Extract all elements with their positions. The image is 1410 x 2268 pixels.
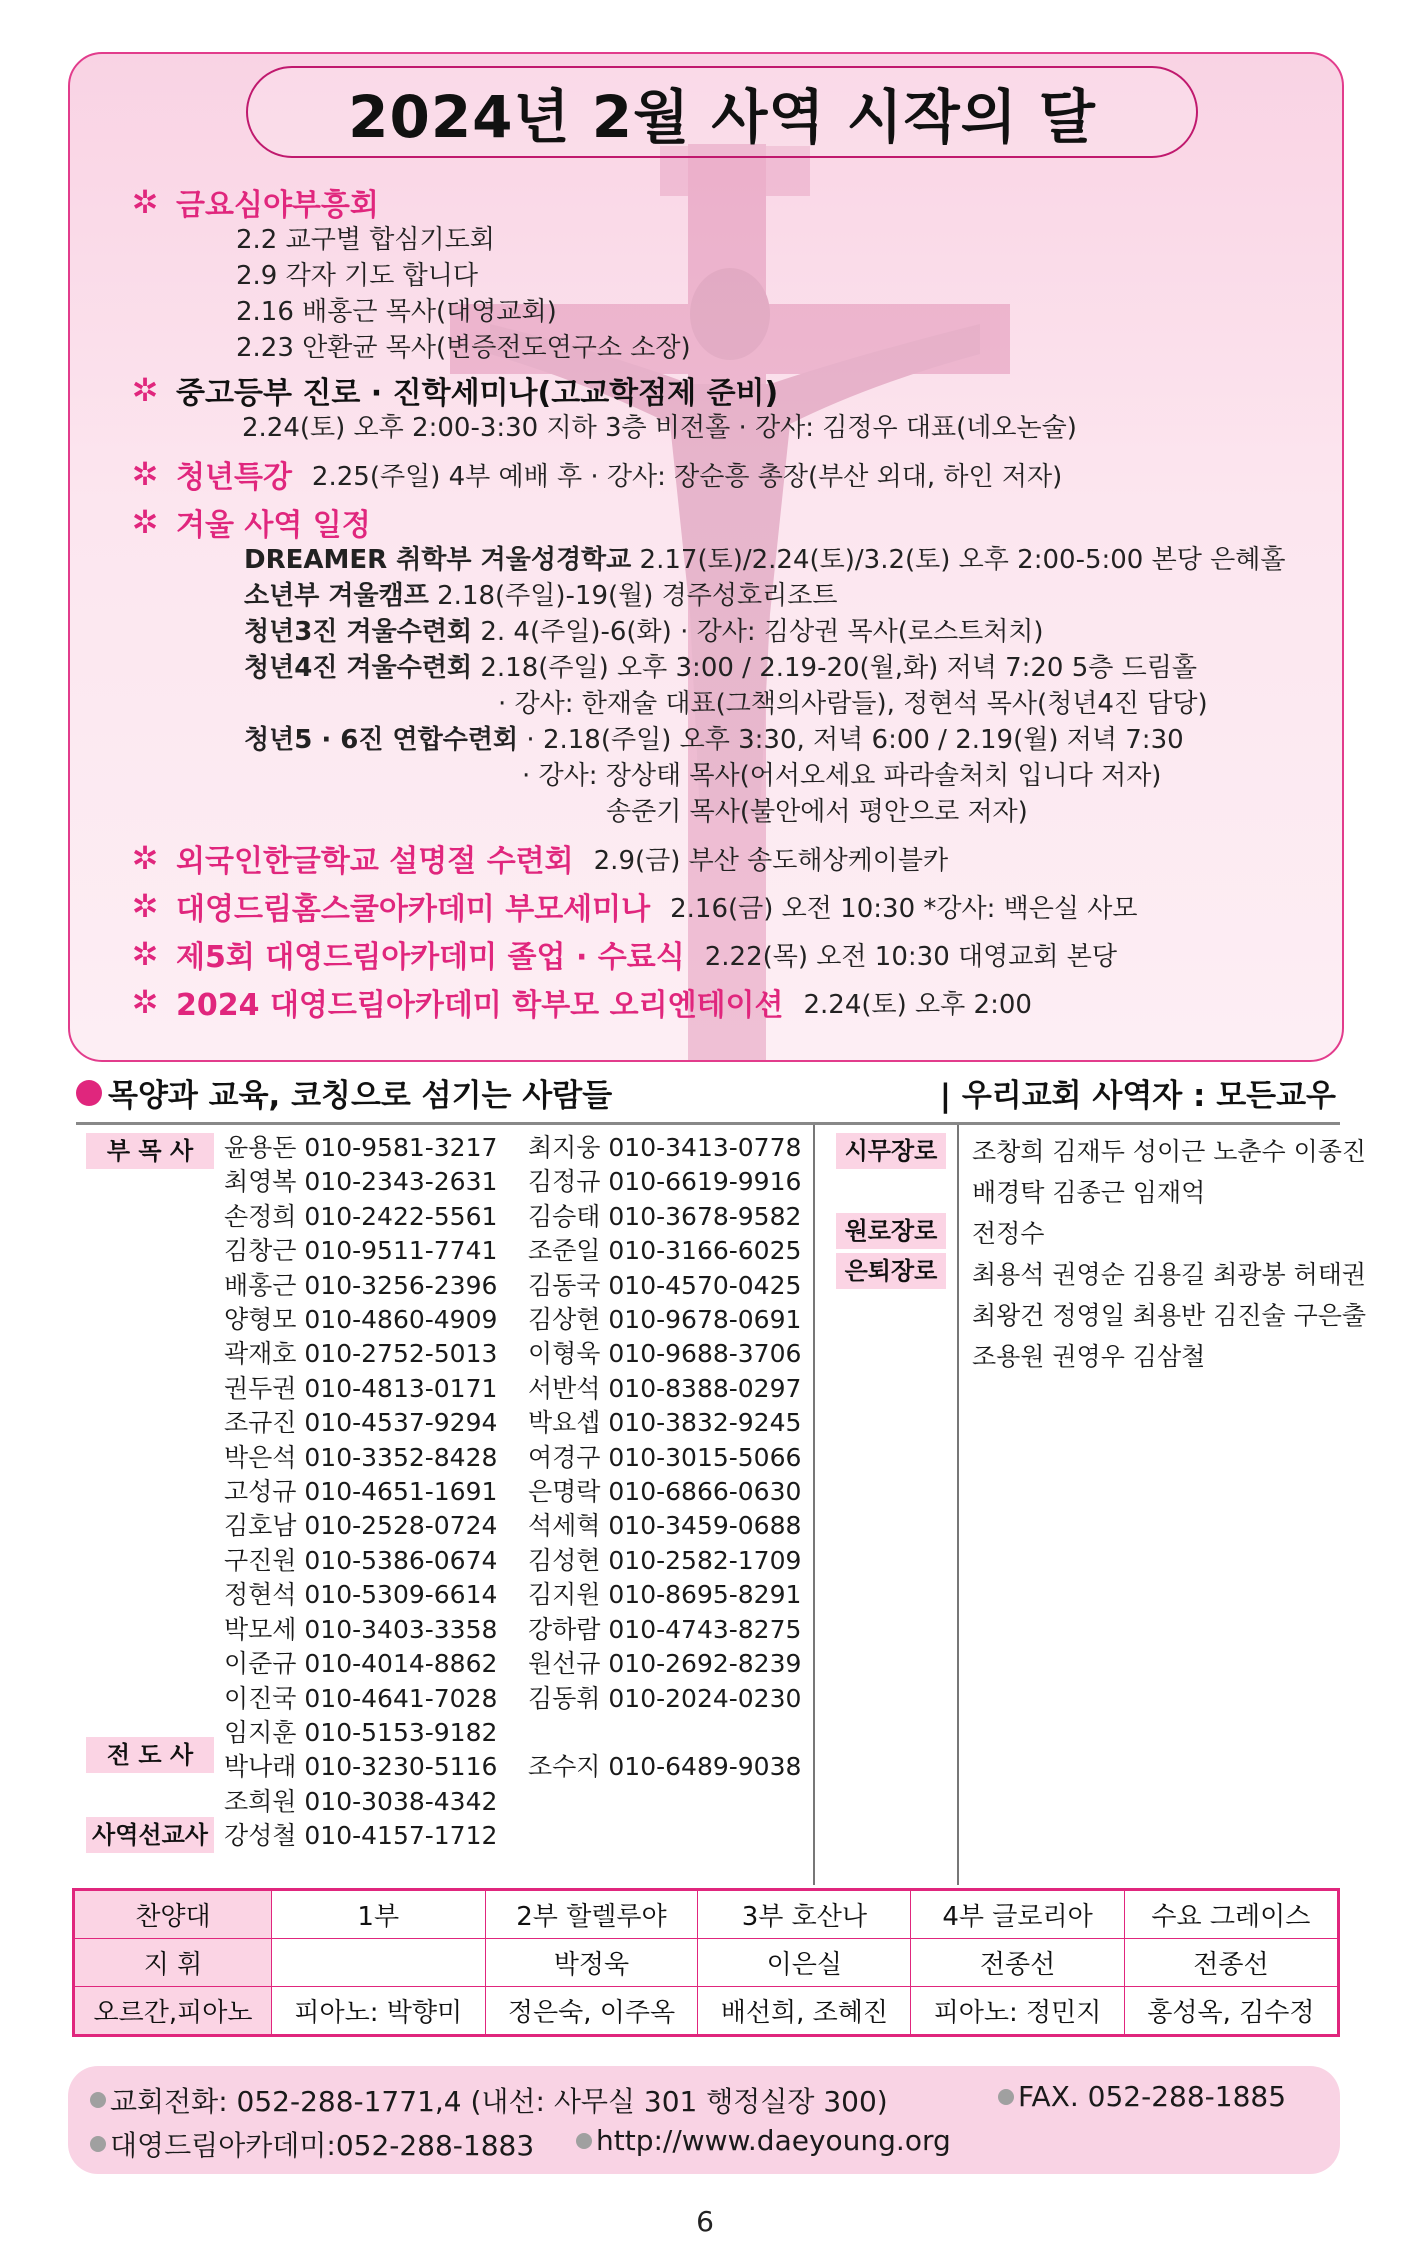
table-cell: 피아노: 정민지: [911, 1987, 1125, 2036]
schedule-row: [130, 542, 1320, 578]
table-header: 4부 글로리아: [911, 1890, 1125, 1939]
staff-entry: 박모세 010-3403-3358: [224, 1614, 498, 1644]
website-link[interactable]: http://www.daeyoung.org: [596, 2124, 951, 2157]
table-cell: 전종선: [1124, 1939, 1338, 1987]
church-phone-text: 교회전화: 052-288-1771,4 (내선: 사무실 301 행정실장 300): [110, 2085, 888, 2118]
church-phone: [90, 2080, 888, 2120]
event-heading: [130, 454, 1320, 494]
table-cell: 이은실: [698, 1939, 911, 1987]
page-number: 6: [696, 2205, 714, 2238]
staff-entry: 서반석 010-8388-0297: [528, 1373, 802, 1403]
event-heading: [130, 886, 1320, 926]
column-divider: [957, 1125, 959, 1885]
schedule-row: [130, 794, 1320, 830]
elder-line: 조용원 권영우 김삼철: [972, 1342, 1206, 1371]
elder-retired-label: 은퇴장로: [836, 1253, 946, 1289]
event-heading: [130, 502, 1320, 542]
table-row: [74, 1939, 1339, 1987]
website[interactable]: [576, 2124, 951, 2157]
staff-entry: 최지웅 010-3413-0778: [528, 1133, 802, 1162]
staff-entry: 정현석 010-5309-6614: [224, 1580, 498, 1610]
event-line: 2.9 각자 기도 합니다: [236, 261, 478, 291]
event-title: 중고등부 진로 · 진학세미나(고교학점제 준비): [176, 376, 779, 411]
staff-entry: 김창근 010-9511-7741: [224, 1236, 498, 1266]
schedule-label: 소년부 겨울캠프: [244, 581, 429, 611]
page-title: 2024년 2월 사역 시작의 달: [348, 83, 1096, 151]
staff-entry: 조수지 010-6489-9038: [528, 1752, 802, 1782]
table-cell: 피아노: 박향미: [272, 1987, 486, 2036]
flower-bullet-icon: ✲: [131, 183, 159, 221]
schedule-label: 청년3진 겨울수련회: [244, 617, 473, 647]
gray-dot-icon: [998, 2089, 1014, 2105]
event-list: [130, 178, 1320, 1022]
table-row: [74, 1987, 1339, 2036]
schedule-text: 송준기 목사(불안에서 평안으로 저자): [606, 797, 1028, 827]
schedule-row: [130, 686, 1320, 722]
schedule-label: 청년5 · 6진 연합수련회: [244, 725, 519, 755]
staff-entry: 박은석 010-3352-8428: [224, 1442, 498, 1472]
staff-entry: 이준규 010-4014-8862: [224, 1649, 498, 1679]
event-title: 외국인한글학교 설명절 수련회: [176, 844, 574, 879]
column-divider: [813, 1125, 815, 1885]
elder-line: 배경탁 김종근 임재억: [972, 1178, 1206, 1207]
event-title: 겨울 사역 일정: [176, 508, 371, 543]
table-row: [74, 1890, 1339, 1939]
staff-entry: 김호남 010-2528-0724: [224, 1511, 498, 1541]
staff-entry: 강하람 010-4743-8275: [528, 1614, 802, 1644]
elder-line: 전정수: [972, 1219, 1045, 1248]
schedule-text: 2.18(주일) 오후 3:00 / 2.19-20(월,화) 저녁 7:20 5층 드림홀: [472, 653, 1198, 683]
staff-entry: 조규진 010-4537-9294: [224, 1408, 498, 1438]
event-title: 2024 대영드림아카데미 학부모 오리엔테이션: [176, 988, 784, 1023]
schedule-text: · 강사: 장상태 목사(어서오세요 파라솔처치 입니다 저자): [522, 761, 1162, 791]
event-panel: [68, 52, 1344, 1062]
event-title: 대영드림홈스쿨아카데미 부모세미나: [176, 892, 651, 927]
schedule-label: 청년4진 겨울수련회: [244, 653, 473, 683]
table-header: 2부 할렐루야: [485, 1890, 698, 1939]
event-line: 2.23 안환균 목사(변증전도연구소 소장): [236, 333, 691, 363]
elder-line: 조창희 김재두 성이근 노춘수 이종진: [972, 1137, 1367, 1166]
event-detail: 2.16(금) 오전 10:30 *강사: 백은실 사모: [670, 893, 1138, 924]
staff-entry: 고성규 010-4651-1691: [224, 1477, 498, 1507]
staff-entry: 원선규 010-2692-8239: [528, 1649, 802, 1679]
schedule-text: · 강사: 한재술 대표(그책의사람들), 정현석 목사(청년4진 담당): [498, 689, 1208, 719]
staff-entry: 윤용돈 010-9581-3217: [224, 1133, 498, 1162]
staff-entry: 배홍근 010-3256-2396: [224, 1270, 498, 1300]
schedule-row: [130, 650, 1320, 686]
staff-entry: 박요셉 010-3832-9245: [528, 1408, 802, 1438]
event-line: 2.2 교구별 합심기도회: [236, 225, 495, 255]
staff-entry: 조준일 010-3166-6025: [528, 1236, 802, 1266]
table-header: 1부: [272, 1890, 486, 1939]
elder-honor-label: 원로장로: [836, 1213, 946, 1249]
schedule-text: 2.18(주일)-19(월) 경주성호리조트: [428, 581, 838, 611]
academy-phone: [90, 2124, 534, 2164]
table-cell: 지 휘: [74, 1939, 272, 1987]
gray-dot-icon: [576, 2133, 592, 2149]
contact-bar: [68, 2066, 1340, 2174]
event-heading: [130, 182, 1320, 222]
staff-entry: 임지훈 010-5153-9182: [224, 1717, 498, 1747]
missionary-label: 사역선교사: [86, 1817, 214, 1853]
staff-entry: 조희원 010-3038-4342: [224, 1786, 498, 1816]
table-header: 수요 그레이스: [1124, 1890, 1338, 1939]
staff-entry: 최영복 010-2343-2631: [224, 1167, 498, 1197]
elder-line: 최용석 권영순 김용길 최광봉 허태권: [972, 1260, 1367, 1289]
section-title: [76, 1070, 612, 1115]
flower-bullet-icon: ✲: [131, 455, 159, 493]
table-cell: [272, 1939, 486, 1987]
pastor-list-1: [224, 1131, 497, 1854]
table-cell: 박정욱: [485, 1939, 698, 1987]
event-heading: [130, 982, 1320, 1022]
table-cell: 배선희, 조혜진: [698, 1987, 911, 2036]
table-cell: 홍성옥, 김수정: [1124, 1987, 1338, 2036]
staff-directory: [76, 1122, 1367, 1885]
page-title-pill: [246, 66, 1198, 158]
staff-entry: 구진원 010-5386-0674: [224, 1545, 498, 1575]
table-cell: 오르간,피아노: [74, 1987, 272, 2036]
staff-entry: 김지원 010-8695-8291: [528, 1580, 802, 1610]
event-title: 제5회 대영드림아카데미 졸업 · 수료식: [176, 940, 685, 975]
staff-entry: 김성현 010-2582-1709: [528, 1545, 802, 1575]
flower-bullet-icon: ✲: [131, 983, 159, 1021]
table-cell: 정은숙, 이주옥: [485, 1987, 698, 2036]
staff-entry: 강성철 010-4157-1712: [224, 1821, 498, 1851]
staff-section-header: [76, 1070, 1346, 1120]
gray-dot-icon: [90, 2136, 106, 2152]
choir-table: [72, 1888, 1340, 2037]
staff-entry: 권두권 010-4813-0171: [224, 1373, 498, 1403]
pink-dot-icon: [76, 1080, 102, 1106]
event-detail: 2.22(목) 오전 10:30 대영교회 본당: [704, 941, 1117, 972]
event-title: 청년특강: [176, 460, 292, 495]
staff-entry: 박나래 010-3230-5116: [224, 1752, 498, 1782]
event-heading: [130, 370, 1320, 410]
event-line: 2.24(토) 오후 2:00-3:30 지하 3층 비전홀 · 강사: 김정우 대표(네오논술): [242, 413, 1077, 443]
schedule-row: [130, 722, 1320, 758]
flower-bullet-icon: ✲: [131, 887, 159, 925]
flower-bullet-icon: ✲: [131, 839, 159, 877]
pastor-label: 부 목 사: [86, 1133, 214, 1169]
staff-entry: 석세혁 010-3459-0688: [528, 1511, 802, 1541]
flower-bullet-icon: ✲: [131, 935, 159, 973]
elder-list: [972, 1131, 1366, 1377]
schedule-label: DREAMER 취학부 겨울성경학교: [244, 545, 632, 575]
staff-entry: 김상현 010-9678-0691: [528, 1305, 802, 1335]
schedule-row: [130, 578, 1320, 614]
table-cell: 전종선: [911, 1939, 1125, 1987]
table-header: 찬양대: [74, 1890, 272, 1939]
schedule-row: [130, 614, 1320, 650]
staff-entry: 김승태 010-3678-9582: [528, 1201, 802, 1231]
event-detail: 2.25(주일) 4부 예배 후 · 강사: 장순흥 총장(부산 외대, 하인 저자): [311, 461, 1063, 492]
section-title-text: 목양과 교육, 코칭으로 섬기는 사람들: [108, 1078, 613, 1114]
schedule-row: [130, 758, 1320, 794]
fax-text: FAX. 052-288-1885: [1018, 2080, 1287, 2113]
staff-entry: 손정희 010-2422-5561: [224, 1201, 498, 1231]
staff-entry: 은명락 010-6866-0630: [528, 1477, 802, 1507]
event-heading: [130, 838, 1320, 878]
evangelist-label: 전 도 사: [86, 1737, 214, 1773]
section-subtitle: | 우리교회 사역자 : 모든교우: [939, 1078, 1336, 1114]
schedule-text: 2. 4(주일)-6(화) · 강사: 김상권 목사(로스트처치): [472, 617, 1044, 647]
schedule-text: · 2.18(주일) 오후 3:30, 저녁 6:00 / 2.19(월) 저녁 7:30: [518, 725, 1184, 755]
event-heading: [130, 934, 1320, 974]
fax-number: [998, 2080, 1286, 2113]
staff-entry: 김동국 010-4570-0425: [528, 1270, 802, 1300]
event-detail: 2.24(토) 오후 2:00: [803, 989, 1032, 1020]
event-detail: 2.9(금) 부산 송도해상케이블카: [593, 845, 949, 876]
gray-dot-icon: [90, 2092, 106, 2108]
staff-entry: 김정규 010-6619-9916: [528, 1167, 802, 1197]
event-title: 금요심야부흥회: [176, 188, 379, 223]
schedule-text: 2.17(토)/2.24(토)/3.2(토) 오후 2:00-5:00 본당 은혜홀: [631, 545, 1286, 575]
staff-entry: 양형모 010-4860-4909: [224, 1305, 498, 1335]
flower-bullet-icon: ✲: [131, 371, 159, 409]
event-line: 2.16 배홍근 목사(대영교회): [236, 297, 557, 327]
staff-entry-spacer: [528, 1716, 801, 1750]
table-header: 3부 호산나: [698, 1890, 911, 1939]
staff-entry: 김동휘 010-2024-0230: [528, 1683, 802, 1713]
staff-entry: 이형욱 010-9688-3706: [528, 1339, 802, 1369]
staff-entry: 이진국 010-4641-7028: [224, 1683, 498, 1713]
elder-active-label: 시무장로: [836, 1133, 946, 1169]
flower-bullet-icon: ✲: [131, 503, 159, 541]
staff-entry: 곽재호 010-2752-5013: [224, 1339, 498, 1369]
elder-line: 최왕건 정영일 최용반 김진술 구은출: [972, 1301, 1367, 1330]
pastor-list-2: [528, 1131, 801, 1785]
staff-entry: 여경구 010-3015-5066: [528, 1442, 802, 1472]
academy-phone-text: 대영드림아카데미:052-288-1883: [110, 2129, 535, 2162]
